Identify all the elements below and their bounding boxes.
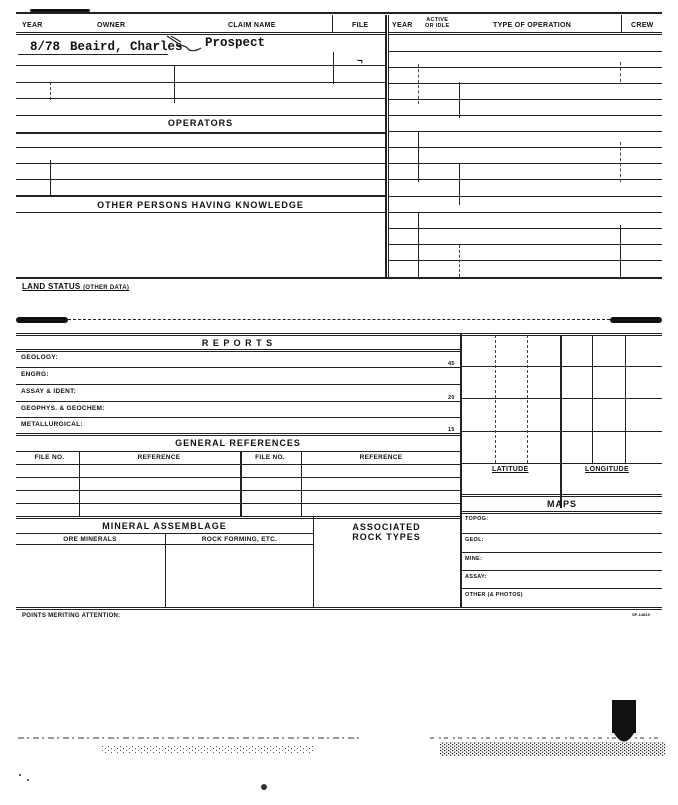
scan-mark <box>30 9 90 12</box>
ore-minerals-header: ORE MINERALS <box>63 536 117 543</box>
grid-line <box>462 463 662 464</box>
row-line <box>388 115 662 116</box>
header-active-line2: OR IDLE <box>425 23 450 29</box>
divider <box>332 15 333 32</box>
reports-right-border <box>460 334 462 608</box>
report-label: GEOPHYS. & GEOCHEM: <box>21 405 105 412</box>
row-line <box>18 54 168 55</box>
crew-divider <box>620 62 621 82</box>
column-reference-2: REFERENCE <box>359 454 403 461</box>
row-line <box>16 163 385 164</box>
header-type-of-operation: TYPE OF OPERATION <box>493 22 572 29</box>
reports-header: R E P O R T S <box>201 338 274 348</box>
row-line <box>16 82 385 83</box>
row-line <box>16 401 460 402</box>
header-file: FILE <box>352 22 369 29</box>
rock-forming-header: ROCK FORMING, ETC. <box>201 536 278 543</box>
grid-line <box>592 335 593 463</box>
crew-divider <box>620 225 621 277</box>
header-crew: CREW <box>631 22 654 29</box>
field-line <box>68 319 610 320</box>
grid-line <box>462 366 662 367</box>
row-line <box>16 98 385 99</box>
row-line <box>462 533 662 534</box>
row-line <box>388 99 662 100</box>
map-mine: MINE: <box>465 556 483 562</box>
header-active-or-idle <box>425 17 449 29</box>
scan-blot <box>16 317 68 323</box>
active-divider <box>459 82 460 118</box>
associated-rock-types-header <box>313 522 460 542</box>
row-line <box>16 179 385 180</box>
latitude-label: LATITUDE <box>492 466 529 473</box>
map-assay: ASSAY: <box>465 574 487 580</box>
row-line <box>16 384 460 385</box>
section-divider-inner <box>388 15 389 277</box>
column-divider <box>301 451 302 517</box>
reports-top-border <box>16 333 662 336</box>
row-line <box>16 490 460 491</box>
grid-line <box>462 398 662 399</box>
header-owner: OWNER <box>97 22 126 29</box>
scan-blot <box>610 317 662 323</box>
row-line <box>462 552 662 553</box>
row-line <box>16 433 460 436</box>
row-line <box>16 503 460 504</box>
row-line <box>388 212 662 213</box>
header-op-year: YEAR <box>392 22 413 29</box>
grid-line <box>560 335 562 508</box>
row-line <box>16 65 385 66</box>
column-file-no: FILE NO. <box>34 454 65 461</box>
points-meriting-attention: POINTS MERITING ATTENTION: <box>22 613 121 619</box>
year-divider <box>418 132 419 182</box>
map-geol: GEOL: <box>465 537 484 543</box>
row-line <box>388 131 662 132</box>
owner-row-owner[interactable]: Beaird, Charles <box>70 40 183 54</box>
row-line <box>388 51 662 52</box>
maps-header: MAPS <box>546 499 577 509</box>
row-line <box>16 147 385 148</box>
pen-scribble-icon <box>165 34 205 60</box>
report-number: 15 <box>448 427 455 433</box>
operators-divider <box>50 160 51 195</box>
report-label: ENGRG: <box>21 371 49 378</box>
associated-line2: ROCK TYPES <box>352 532 421 542</box>
report-number: 20 <box>448 395 455 401</box>
year-divider <box>418 64 419 104</box>
row-line <box>16 349 460 352</box>
owner-row-year[interactable]: 8/78 <box>30 40 61 54</box>
grid-line <box>527 335 528 463</box>
row-line <box>388 196 662 197</box>
other-persons-header: OTHER PERSONS HAVING KNOWLEDGE <box>97 200 304 210</box>
header-underline <box>388 32 662 35</box>
report-label: METALLURGICAL: <box>21 421 83 428</box>
file-divider <box>333 52 334 84</box>
owner-row-claim-name[interactable]: Prospect <box>205 36 266 50</box>
general-references-header: GENERAL REFERENCES <box>175 438 301 448</box>
land-status-label <box>22 282 129 291</box>
row-line <box>462 511 662 514</box>
form-number: SP-14819 <box>632 612 650 617</box>
active-divider <box>459 163 460 205</box>
row-line <box>16 516 460 519</box>
header-active-line1: ACTIVE <box>426 17 449 23</box>
land-status-title: LAND STATUS <box>22 282 81 291</box>
map-topog: TOPOG: <box>465 516 489 522</box>
report-number: 45 <box>448 361 455 367</box>
column-divider <box>240 451 242 517</box>
file-mark: ¬ <box>357 56 363 67</box>
row-line <box>16 464 460 465</box>
row-line <box>16 417 460 418</box>
row-line <box>16 115 385 116</box>
crew-divider <box>620 142 621 182</box>
section-divider <box>385 15 387 277</box>
section-bottom-border <box>16 277 662 279</box>
map-other: OTHER (& PHOTOS) <box>465 592 523 598</box>
header-claim-name: CLAIM NAME <box>228 22 276 29</box>
bottom-border <box>16 607 662 610</box>
column-reference: REFERENCE <box>137 454 181 461</box>
row-line <box>462 588 662 589</box>
row-line <box>16 132 385 134</box>
land-status-sublabel: (OTHER DATA) <box>83 285 130 291</box>
row-line <box>16 212 385 213</box>
mineral-assemblage-header: MINERAL ASSEMBLAGE <box>102 521 227 531</box>
row-line <box>16 367 460 368</box>
crew-divider <box>621 15 622 32</box>
grid-line <box>625 335 626 463</box>
grid-line <box>462 494 662 497</box>
scan-noise <box>0 690 678 805</box>
operators-header: OPERATORS <box>167 118 234 128</box>
top-border <box>16 12 662 14</box>
row-line <box>16 477 460 478</box>
header-year: YEAR <box>22 22 43 29</box>
row-line <box>462 570 662 571</box>
row-line <box>16 195 385 197</box>
associated-line1: ASSOCIATED <box>352 522 421 532</box>
active-divider <box>459 245 460 277</box>
column-file-no-2: FILE NO. <box>255 454 285 461</box>
row-line <box>16 451 460 452</box>
report-label: GEOLOGY: <box>21 354 58 361</box>
year-divider <box>418 212 419 277</box>
row-line <box>16 544 313 545</box>
report-label: ASSAY & IDENT: <box>21 388 77 395</box>
longitude-label: LONGITUDE <box>585 466 629 473</box>
grid-line <box>462 431 662 432</box>
grid-line <box>495 335 496 463</box>
row-line <box>388 83 662 84</box>
column-divider <box>79 451 80 517</box>
